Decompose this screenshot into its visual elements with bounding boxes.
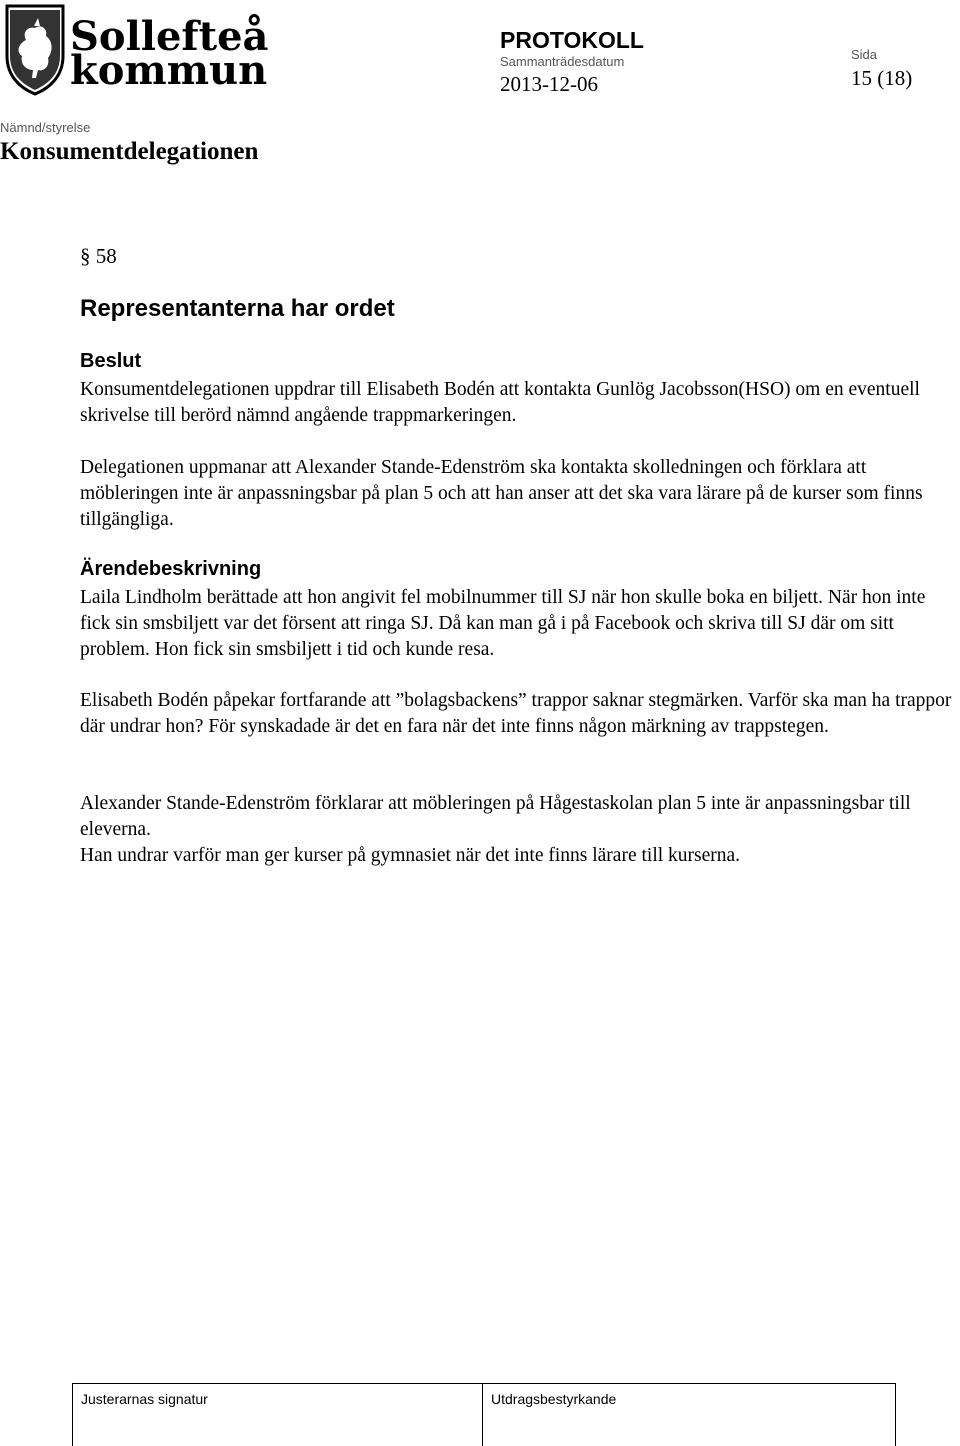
page-number: 15 (18) — [851, 66, 913, 90]
document-type: PROTOKOLL — [500, 27, 644, 53]
decision-heading: Beslut — [80, 350, 142, 372]
date-label: Sammanträdesdatum — [500, 54, 625, 69]
case-paragraph: Han undrar varför man ger kurser på gymnasiet när det inte finns lärare till kurserna. — [80, 845, 741, 866]
signature-label: Justerarnas signatur — [81, 1391, 208, 1407]
board-name: Konsumentdelegationen — [0, 138, 259, 165]
municipality-logo — [4, 4, 269, 96]
paragraph-number: § 58 — [80, 244, 117, 268]
signature-field — [73, 1384, 483, 1446]
decision-paragraph: Delegationen uppmanar att Alexander Stande-Edenström ska kontakta skolledningen och förklara att möbleringen inte är anpassningsbar på plan 5 och att han anser att det ska vara lärare på de kurser som finns tillgängliga. — [80, 457, 923, 530]
case-paragraph: Laila Lindholm berättade att hon angivit fel mobilnummer till SJ när hon skulle boka en biljett. När hon inte fick sin smsbiljett var det försent att ringa SJ. Då kan man gå i på Facebook och skriva till SJ där om sitt problem. Hon fick sin smsbiljett i tid och kunde resa. — [80, 587, 926, 660]
logo-line-2: kommun — [70, 47, 268, 94]
signature-footer — [72, 1383, 896, 1446]
decision-paragraph: Konsumentdelegationen uppdrar till Elisabeth Bodén att kontakta Gunlög Jacobsson(HSO) om en eventuell skrivelse till berörd nämnd angående trappmarkeringen. — [80, 379, 920, 426]
board-label: Nämnd/styrelse — [0, 120, 91, 135]
coat-of-arms-icon — [4, 4, 66, 96]
logo-line-1: Sollefteå — [70, 13, 269, 60]
meeting-date: 2013-12-06 — [500, 72, 598, 96]
case-paragraph: Elisabeth Bodén påpekar fortfarande att ”bolagsbackens” trappor saknar stegmärken. Varför ska man ha trappor där undrar hon? För synskadade är det en fara när det inte finns någon märkning av trappstegen. — [80, 690, 952, 737]
logo-wordmark — [70, 13, 269, 94]
page-label: Sida — [851, 47, 878, 62]
section-title: Representanterna har ordet — [80, 295, 395, 322]
case-heading: Ärendebeskrivning — [80, 558, 262, 580]
case-paragraph: Alexander Stande-Edenström förklarar att möbleringen på Hågestaskolan plan 5 inte är anpassningsbar till eleverna. — [80, 793, 911, 840]
extract-label: Utdragsbestyrkande — [491, 1391, 617, 1407]
extract-field — [483, 1384, 895, 1446]
